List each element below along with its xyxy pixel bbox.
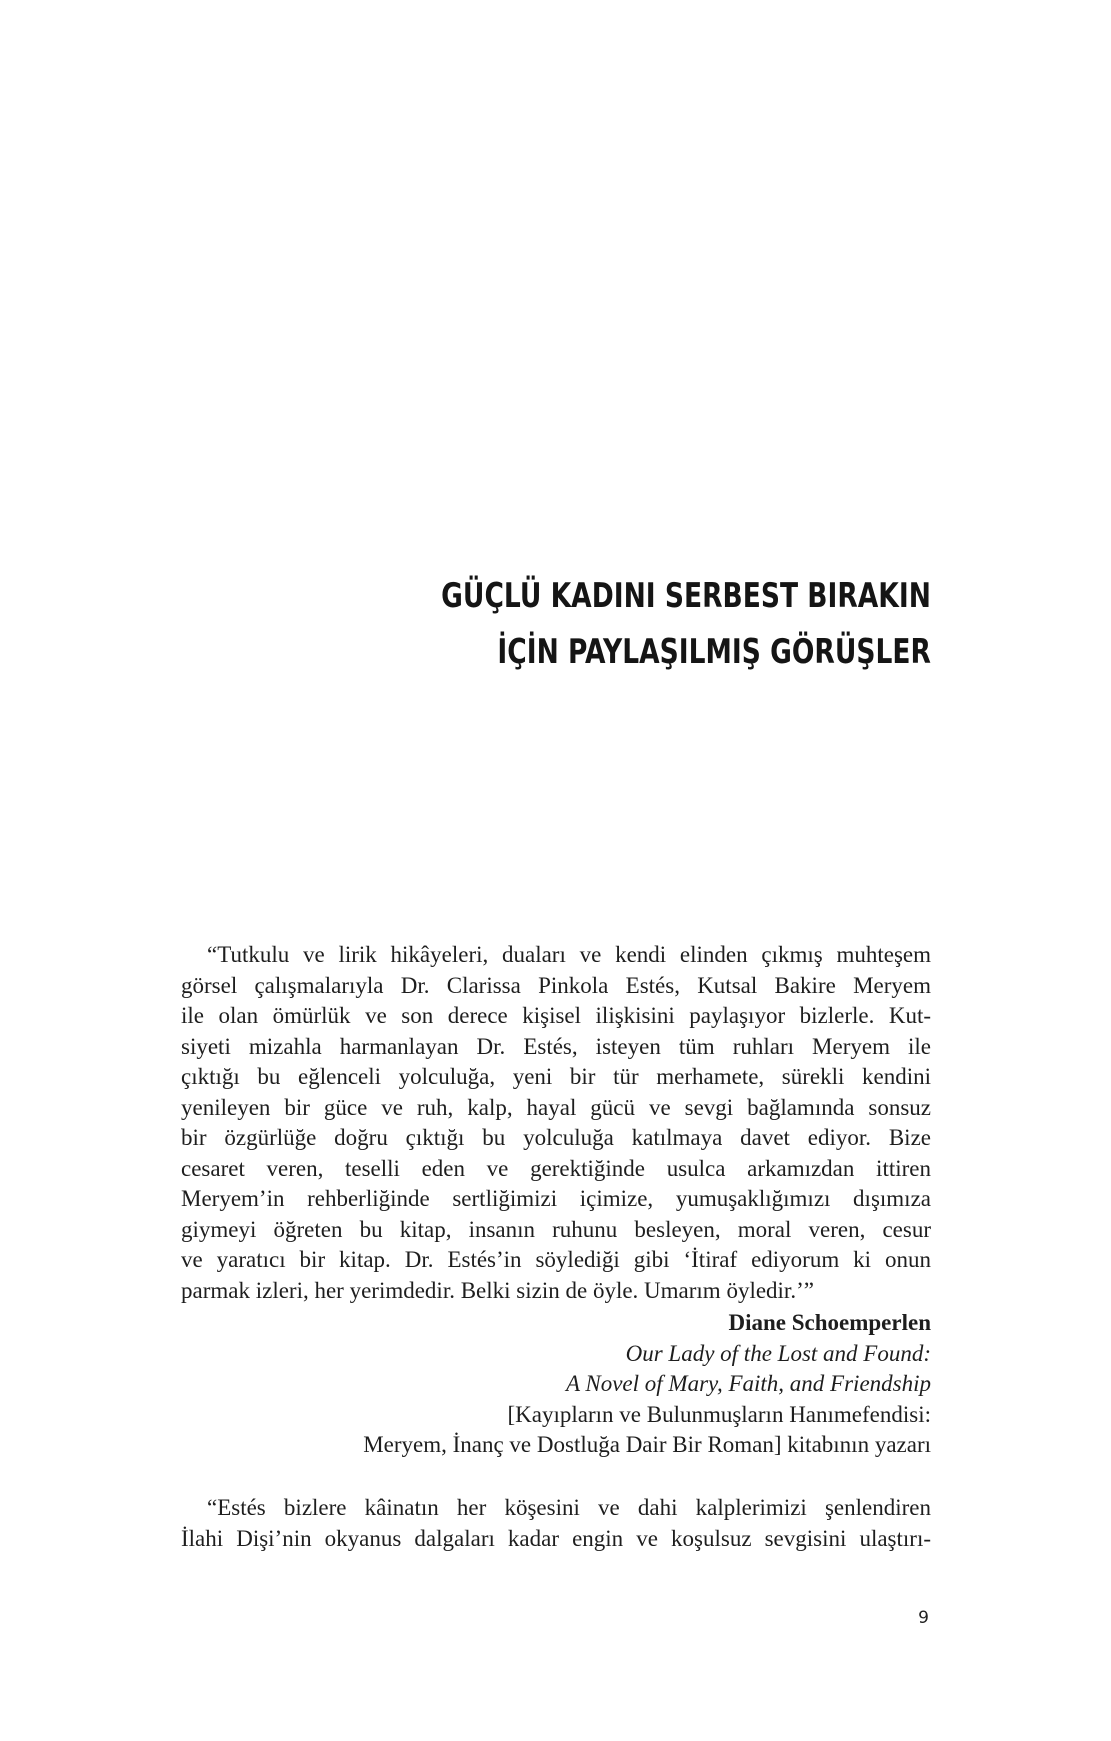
quote-line: ve yaratıcı bir kitap. Dr. Estés’in söylediği gibi ‘İtiraf ediyorum ki onun — [181, 1247, 931, 1272]
quote-line: İlahi Dişi’nin okyanus dalgaları kadar engin ve koşulsuz sevgisini ulaştırı- — [181, 1525, 931, 1551]
quote-line: görsel çalışmalarıyla Dr. Clarissa Pinkola Estés, Kutsal Bakire Meryem — [181, 972, 931, 998]
attribution-translation: [Kayıpların ve Bulunmuşların Hanımefendisi: — [507, 1401, 931, 1427]
quote-line: parmak izleri, her yerimdedir. Belki sizin de öyle. Umarım öyledir.’” — [181, 1277, 814, 1303]
quote-line: “Estés bizlere kâinatın her köşesini ve dahi kalplerimizi şenlendiren — [207, 1495, 931, 1520]
quote-line: yenileyen bir güce ve ruh, kalp, hayal gücü ve sevgi bağlamında sonsuz — [181, 1094, 931, 1120]
quote-line: Meryem’in rehberliğinde sertliğimizi içimize, yumuşaklığımızı dışımıza — [181, 1186, 931, 1211]
attribution-translation-cont: Meryem, İnanç ve Dostluğa Dair Bir Roman] kitabının yazarı — [363, 1432, 931, 1457]
attribution-author: Diane Schoemperlen — [728, 1310, 931, 1335]
page-number: 9 — [918, 1608, 929, 1628]
heading-line-1: GÜÇLÜ KADINI SERBEST BIRAKIN — [441, 576, 931, 616]
quote-line: ile olan ömürlük ve son derece kişisel ilişkisini paylaşıyor bizlerle. Kut- — [181, 1003, 931, 1028]
quote-block-1 — [181, 940, 931, 1306]
quote-line: cesaret veren, teselli eden ve gerektiğinde usulca arkamızdan ittiren — [181, 1155, 931, 1181]
quote-block-2 — [181, 1493, 931, 1554]
attribution-book-subtitle: A Novel of Mary, Faith, and Friendship — [566, 1371, 931, 1396]
quote-attribution — [363, 1308, 931, 1461]
quote-line: giymeyi öğreten bu kitap, insanın ruhunu besleyen, moral veren, cesur — [181, 1216, 931, 1242]
heading-line-2: İÇİN PAYLAŞILMIŞ GÖRÜŞLER — [497, 632, 931, 672]
quote-line: siyeti mizahla harmanlayan Dr. Estés, isteyen tüm ruhları Meryem ile — [181, 1033, 931, 1059]
quote-line: çıktığı bu eğlenceli yolculuğa, yeni bir tür merhamete, sürekli kendini — [181, 1064, 931, 1089]
quote-line: “Tutkulu ve lirik hikâyeleri, duaları ve kendi elinden çıkmış muhteşem — [207, 942, 931, 967]
section-heading — [441, 568, 931, 680]
attribution-book-title: Our Lady of the Lost and Found: — [625, 1340, 931, 1366]
quote-line: bir özgürlüğe doğru çıktığı bu yolculuğa katılmaya davet ediyor. Bize — [181, 1125, 931, 1150]
